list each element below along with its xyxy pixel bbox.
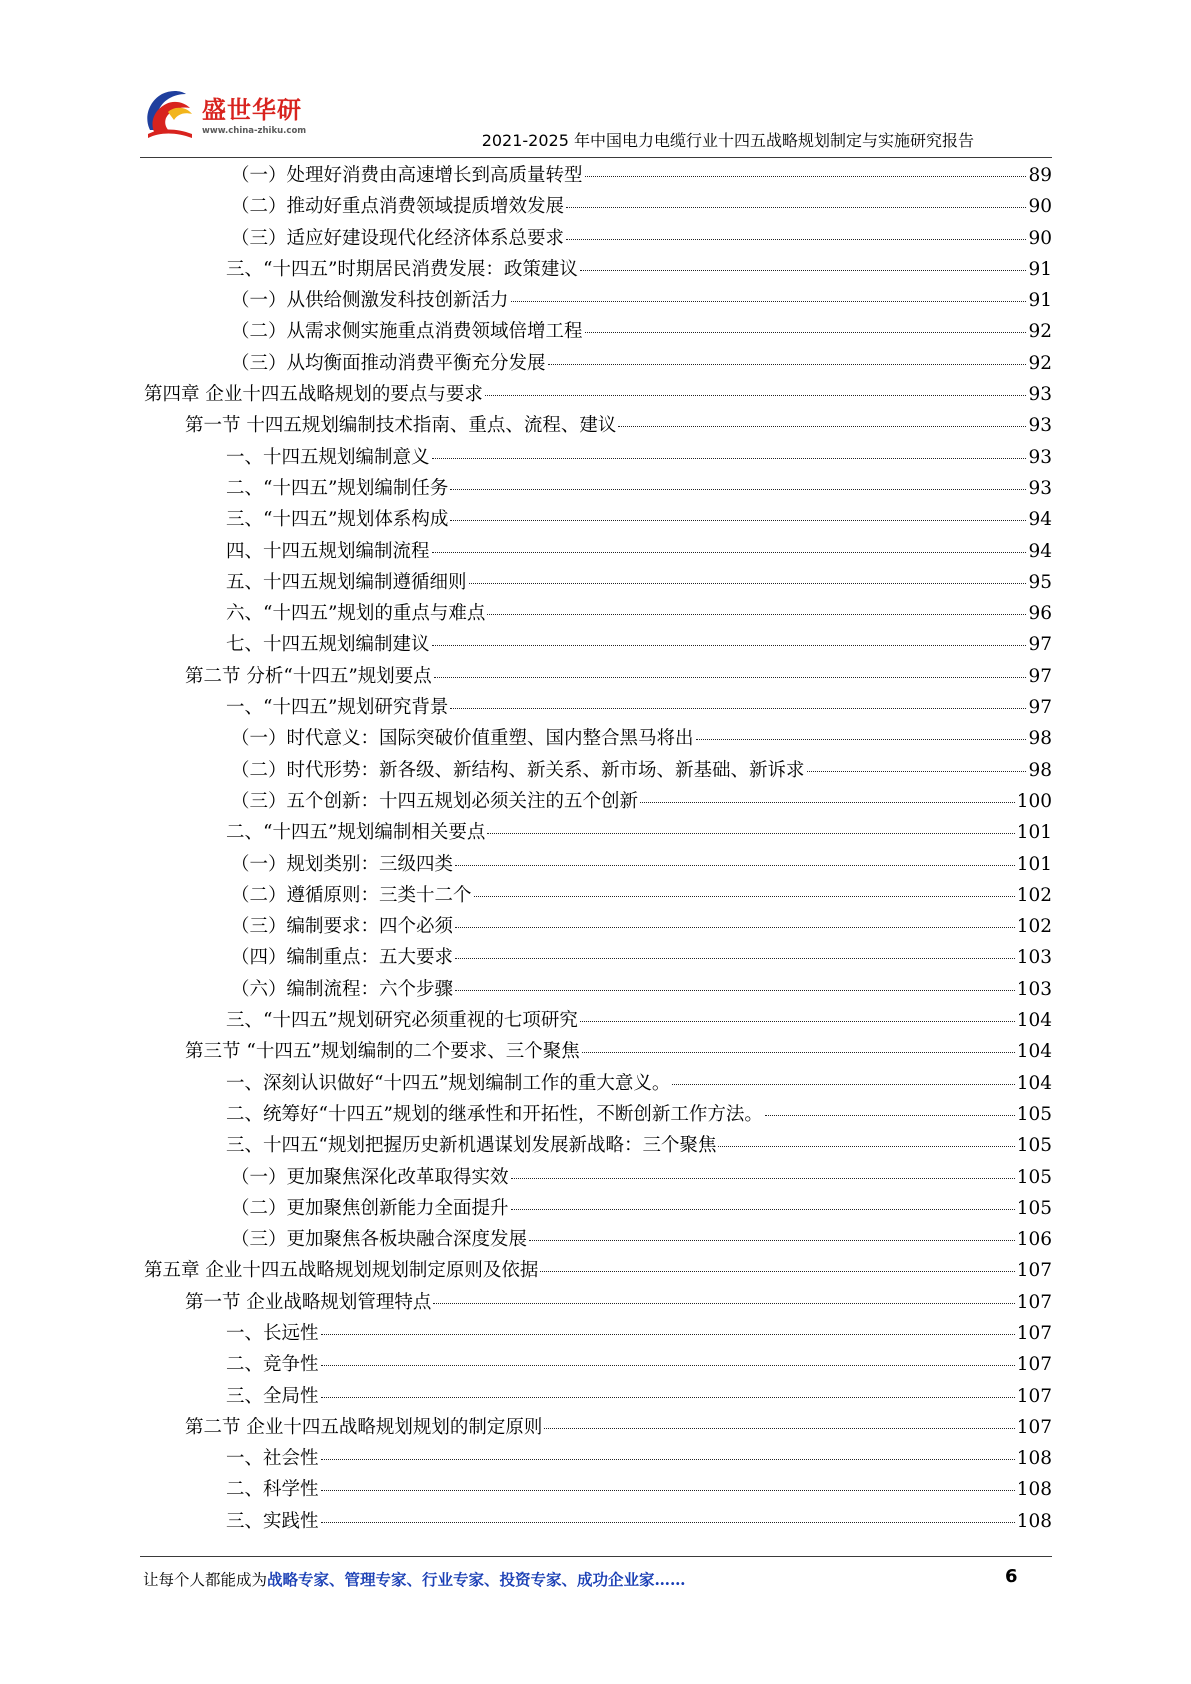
toc-dot-leader [432,645,1027,646]
toc-dot-leader [485,395,1027,396]
toc-entry[interactable] [140,723,1052,754]
toc-entry-title: 第一节 十四五规划编制技术指南、重点、流程、建议 [185,415,617,437]
toc-entry-page: 106 [1016,1229,1052,1251]
toc-entry-page: 97 [1028,634,1052,656]
toc-entry-page: 98 [1028,759,1052,781]
toc-dot-leader [544,1428,1014,1429]
toc-entry-title: （一）从供给侧激发科技创新活力 [231,290,509,312]
toc-entry-title: 一、长远性 [226,1322,319,1344]
toc-dot-leader [450,708,1026,709]
toc-entry-page: 97 [1028,665,1052,687]
toc-entry-title: （四）编制重点：五大要求 [231,947,454,969]
toc-entry-title: 三、“十四五”时期居民消费发展：政策建议 [226,258,578,280]
toc-entry-title: （三）适应好建设现代化经济体系总要求 [231,227,565,249]
toc-dot-leader [580,1021,1015,1022]
toc-dot-leader [511,301,1027,302]
toc-entry[interactable] [140,1506,1052,1537]
toc-entry-page: 95 [1028,571,1052,593]
footer-divider [140,1556,1052,1557]
toc-dot-leader [672,1084,1014,1085]
toc-entry-title: 一、十四五规划编制意义 [226,446,430,468]
toc-entry[interactable] [140,817,1052,848]
toc-entry-title: （六）编制流程：六个步骤 [231,978,454,1000]
toc-entry[interactable] [140,974,1052,1005]
logo-name: 盛世华研 [202,96,302,124]
toc-entry[interactable] [140,1349,1052,1380]
toc-dot-leader [321,1334,1015,1335]
toc-dot-leader [696,739,1027,740]
toc-entry-page: 93 [1028,384,1052,406]
toc-entry-title: （二）从需求侧实施重点消费领域倍增工程 [231,321,583,343]
toc-entry-page: 92 [1028,321,1052,343]
toc-dot-leader [450,489,1026,490]
toc-entry-page: 102 [1016,916,1052,938]
toc-dot-leader [585,176,1027,177]
toc-entry-page: 104 [1016,1010,1052,1032]
toc-entry-page: 96 [1028,603,1052,625]
toc-entry-page: 105 [1016,1197,1052,1219]
toc-entry[interactable] [140,285,1052,316]
toc-entry[interactable] [140,254,1052,285]
toc-entry-page: 94 [1028,540,1052,562]
toc-entry[interactable] [140,692,1052,723]
toc-entry-title: （二）遵循原则：三类十二个 [231,884,472,906]
toc-entry-page: 93 [1028,477,1052,499]
header-divider [140,157,1052,158]
toc-entry-title: （一）时代意义：国际突破价值重塑、国内整合黑马将出 [231,728,694,750]
toc-entry-page: 90 [1028,196,1052,218]
toc-dot-leader [765,1115,1015,1116]
toc-entry[interactable] [140,942,1052,973]
toc-entry[interactable] [140,661,1052,692]
footer-slogan-prefix: 让每个人都能成为 [143,1571,268,1589]
page-number: 6 [1005,1566,1018,1587]
toc-entry-title: （一）规划类别：三级四类 [231,853,454,875]
toc-entry-page: 108 [1016,1510,1052,1532]
toc-entry-page: 107 [1016,1416,1052,1438]
toc-entry[interactable] [140,1162,1052,1193]
toc-entry[interactable] [140,473,1052,504]
toc-entry[interactable] [140,1224,1052,1255]
toc-entry-title: 三、“十四五”规划体系构成 [226,509,449,531]
toc-dot-leader [618,426,1026,427]
toc-entry[interactable] [140,849,1052,880]
toc-dot-leader [580,270,1027,271]
toc-entry-title: 六、“十四五”规划的重点与难点 [226,603,486,625]
toc-entry-page: 94 [1028,509,1052,531]
toc-entry-title: （二）更加聚焦创新能力全面提升 [231,1197,509,1219]
toc-entry-page: 91 [1028,290,1052,312]
toc-dot-leader [511,1209,1015,1210]
toc-entry-title: 二、竞争性 [226,1354,319,1376]
toc-dot-leader [511,1178,1015,1179]
toc-entry-page: 100 [1016,790,1052,812]
toc-dot-leader [433,1303,1014,1304]
toc-dot-leader [487,614,1026,615]
toc-entry-title: 三、“十四五”规划研究必须重视的七项研究 [226,1010,578,1032]
toc-entry-page: 107 [1016,1260,1052,1282]
toc-entry-title: 七、十四五规划编制建议 [226,634,430,656]
toc-entry[interactable] [140,629,1052,660]
toc-entry-page: 97 [1028,697,1052,719]
toc-entry-title: （二）推动好重点消费领域提质增效发展 [231,196,565,218]
toc-entry-page: 108 [1016,1448,1052,1470]
toc-entry[interactable] [140,567,1052,598]
toc-dot-leader [455,927,1015,928]
toc-entry-title: （一）更加聚焦深化改革取得实效 [231,1166,509,1188]
toc-entry-page: 107 [1016,1291,1052,1313]
toc-entry-page: 104 [1016,1041,1052,1063]
toc-entry[interactable] [140,379,1052,410]
toc-entry-title: 一、社会性 [226,1448,319,1470]
toc-entry[interactable] [140,786,1052,817]
logo-mark-icon [140,82,200,144]
toc-entry[interactable] [140,1255,1052,1286]
toc-entry-title: （一）处理好消费由高速增长到高质量转型 [231,165,583,186]
toc-entry-title: 第三节 “十四五”规划编制的二个要求、三个聚焦 [185,1041,580,1063]
toc-entry-page: 92 [1028,352,1052,374]
toc-entry-page: 105 [1016,1135,1052,1157]
toc-entry-page: 103 [1016,978,1052,1000]
toc-dot-leader [450,520,1026,521]
page-header [0,0,1191,160]
company-logo [140,82,320,152]
toc-entry-title: （三）更加聚焦各板块融合深度发展 [231,1229,528,1251]
toc-entry-page: 104 [1016,1072,1052,1094]
toc-entry-page: 107 [1016,1322,1052,1344]
toc-entry-title: 第五章 企业十四五战略规划规划制定原则及依据 [144,1260,539,1282]
toc-dot-leader [566,239,1026,240]
toc-entry-page: 93 [1028,446,1052,468]
toc-dot-leader [548,364,1027,365]
toc-entry-page: 91 [1028,258,1052,280]
toc-entry-page: 107 [1016,1354,1052,1376]
toc-entry-title: 五、十四五规划编制遵循细则 [226,571,467,593]
toc-entry[interactable] [140,1412,1052,1443]
toc-entry-title: 一、深刻认识做好“十四五”规划编制工作的重大意义。 [226,1072,671,1094]
toc-entry[interactable] [140,160,1052,191]
toc-entry[interactable] [140,1130,1052,1161]
table-of-contents [140,160,1052,1537]
toc-entry-page: 105 [1016,1166,1052,1188]
toc-entry[interactable] [140,755,1052,786]
toc-entry[interactable] [140,536,1052,567]
toc-entry[interactable] [140,442,1052,473]
toc-entry-page: 89 [1028,165,1052,186]
toc-entry-page: 93 [1028,415,1052,437]
toc-entry[interactable] [140,1193,1052,1224]
document-title: 2021-2025 年中国电力电缆行业十四五战略规划制定与实施研究报告 [481,131,974,150]
toc-dot-leader [455,990,1015,991]
toc-dot-leader [321,1397,1015,1398]
toc-entry-page: 103 [1016,947,1052,969]
toc-entry[interactable] [140,1318,1052,1349]
toc-entry-title: 二、“十四五”规划编制任务 [226,477,449,499]
toc-dot-leader [540,1271,1014,1272]
toc-dot-leader [321,1522,1015,1523]
toc-entry-title: 四、十四五规划编制流程 [226,540,430,562]
toc-entry-title: 第二节 分析“十四五”规划要点 [185,665,432,687]
toc-entry[interactable] [140,1036,1052,1067]
toc-entry-page: 102 [1016,884,1052,906]
toc-entry-page: 101 [1016,822,1052,844]
toc-entry-title: 三、实践性 [226,1510,319,1532]
toc-entry-title: （三）编制要求：四个必须 [231,916,454,938]
toc-entry-page: 90 [1028,227,1052,249]
toc-entry[interactable] [140,223,1052,254]
toc-dot-leader [487,833,1014,834]
toc-entry-title: 第一节 企业战略规划管理特点 [185,1291,432,1313]
toc-dot-leader [474,896,1015,897]
toc-entry-title: 三、十四五“规划把握历史新机遇谋划发展新战略：三个聚焦 [226,1135,717,1157]
toc-dot-leader [432,458,1027,459]
toc-entry[interactable] [140,598,1052,629]
toc-dot-leader [321,1490,1015,1491]
toc-dot-leader [432,552,1027,553]
toc-dot-leader [718,1146,1014,1147]
toc-dot-leader [566,207,1026,208]
toc-entry-title: 一、“十四五”规划研究背景 [226,697,449,719]
toc-entry-title: 三、全局性 [226,1385,319,1407]
toc-dot-leader [469,583,1027,584]
toc-entry[interactable] [140,348,1052,379]
toc-entry[interactable] [140,1443,1052,1474]
toc-entry[interactable] [140,1099,1052,1130]
logo-url: www.china-zhiku.com [202,126,307,136]
toc-dot-leader [455,958,1015,959]
toc-entry[interactable] [140,1474,1052,1505]
toc-entry-title: 二、科学性 [226,1479,319,1501]
toc-entry-title: （三）从均衡面推动消费平衡充分发展 [231,352,546,374]
toc-dot-leader [434,677,1027,678]
toc-dot-leader [529,1240,1015,1241]
toc-dot-leader [807,771,1027,772]
toc-entry-page: 101 [1016,853,1052,875]
toc-entry-page: 108 [1016,1479,1052,1501]
toc-entry[interactable] [140,911,1052,942]
toc-entry[interactable] [140,191,1052,222]
toc-entry[interactable] [140,1068,1052,1099]
toc-entry-title: （三）五个创新：十四五规划必须关注的五个创新 [231,790,639,812]
toc-entry-page: 98 [1028,728,1052,750]
toc-entry-title: 第二节 企业十四五战略规划规划的制定原则 [185,1416,543,1438]
toc-dot-leader [321,1365,1015,1366]
toc-entry[interactable] [140,504,1052,535]
toc-entry-title: 二、统筹好“十四五”规划的继承性和开拓性，不断创新工作方法。 [226,1103,763,1125]
toc-entry[interactable] [140,410,1052,441]
toc-dot-leader [455,865,1015,866]
toc-entry[interactable] [140,1287,1052,1318]
toc-entry[interactable] [140,316,1052,347]
toc-dot-leader [582,1052,1015,1053]
toc-entry-title: （二）时代形势：新各级、新结构、新关系、新市场、新基础、新诉求 [231,759,805,781]
toc-dot-leader [585,332,1027,333]
toc-entry-title: 二、“十四五”规划编制相关要点 [226,822,486,844]
footer-slogan [143,1568,686,1590]
toc-entry-title: 第四章 企业十四五战略规划的要点与要求 [144,384,483,406]
toc-entry-page: 107 [1016,1385,1052,1407]
toc-dot-leader [640,802,1015,803]
footer-slogan-highlight: 战略专家、管理专家、行业专家、投资专家、成功企业家…… [267,1570,686,1589]
toc-entry[interactable] [140,1005,1052,1036]
toc-dot-leader [321,1459,1015,1460]
toc-entry-page: 105 [1016,1103,1052,1125]
toc-entry[interactable] [140,880,1052,911]
toc-entry[interactable] [140,1381,1052,1412]
